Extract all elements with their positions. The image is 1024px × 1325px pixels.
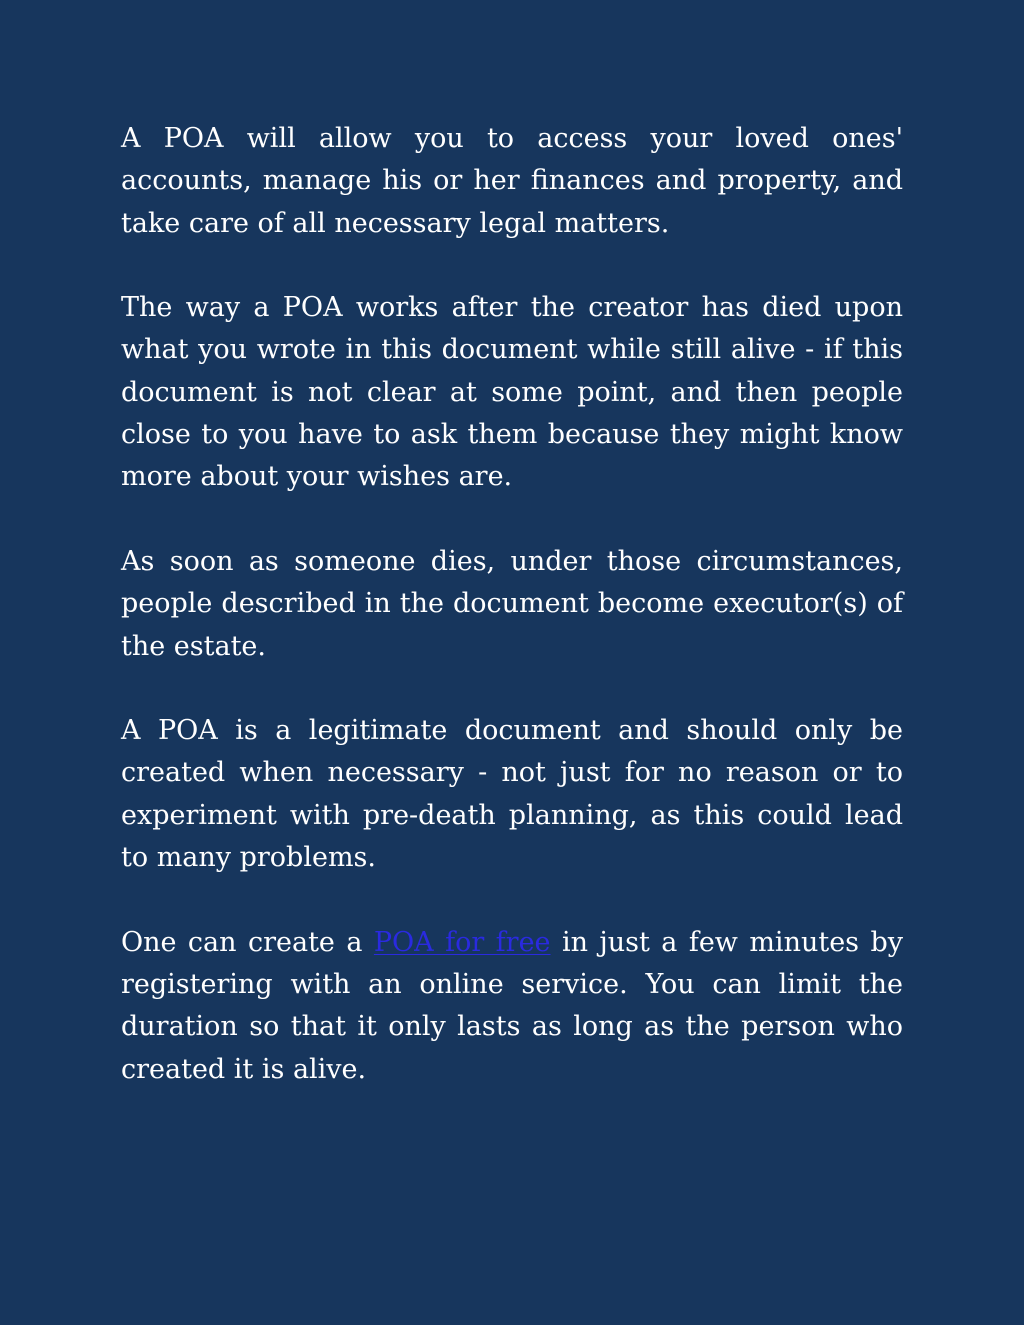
create-poa-text-after: in just a few minutes by registering with an online service. You can limit the duration so that it only lasts as long as the person who created it is alive.	[121, 926, 903, 1085]
create-poa-text-before: One can create a	[121, 926, 374, 958]
paragraph-legitimate-document: A POA is a legitimate document and should only be created when necessary - not just for no reason or to experiment with pre-death planning, as this could lead to many problems.	[121, 715, 903, 874]
paragraph-executors: As soon as someone dies, under those circumstances, people described in the document become executor(s) of the estate.	[121, 545, 903, 662]
paragraph-create-poa	[121, 922, 903, 1091]
poa-for-free-link[interactable]: POA for free	[373, 926, 551, 958]
paragraph-poa-access: A POA will allow you to access your loved ones' accounts, manage his or her finances and property, and take care of all necessary legal matters.	[121, 123, 903, 239]
paragraph-poa-after-death: The way a POA works after the creator has died upon what you wrote in this document while still alive - if this document is not clear at some point, and then people close to you have to ask them because they might know more about your wishes are.	[121, 292, 903, 493]
